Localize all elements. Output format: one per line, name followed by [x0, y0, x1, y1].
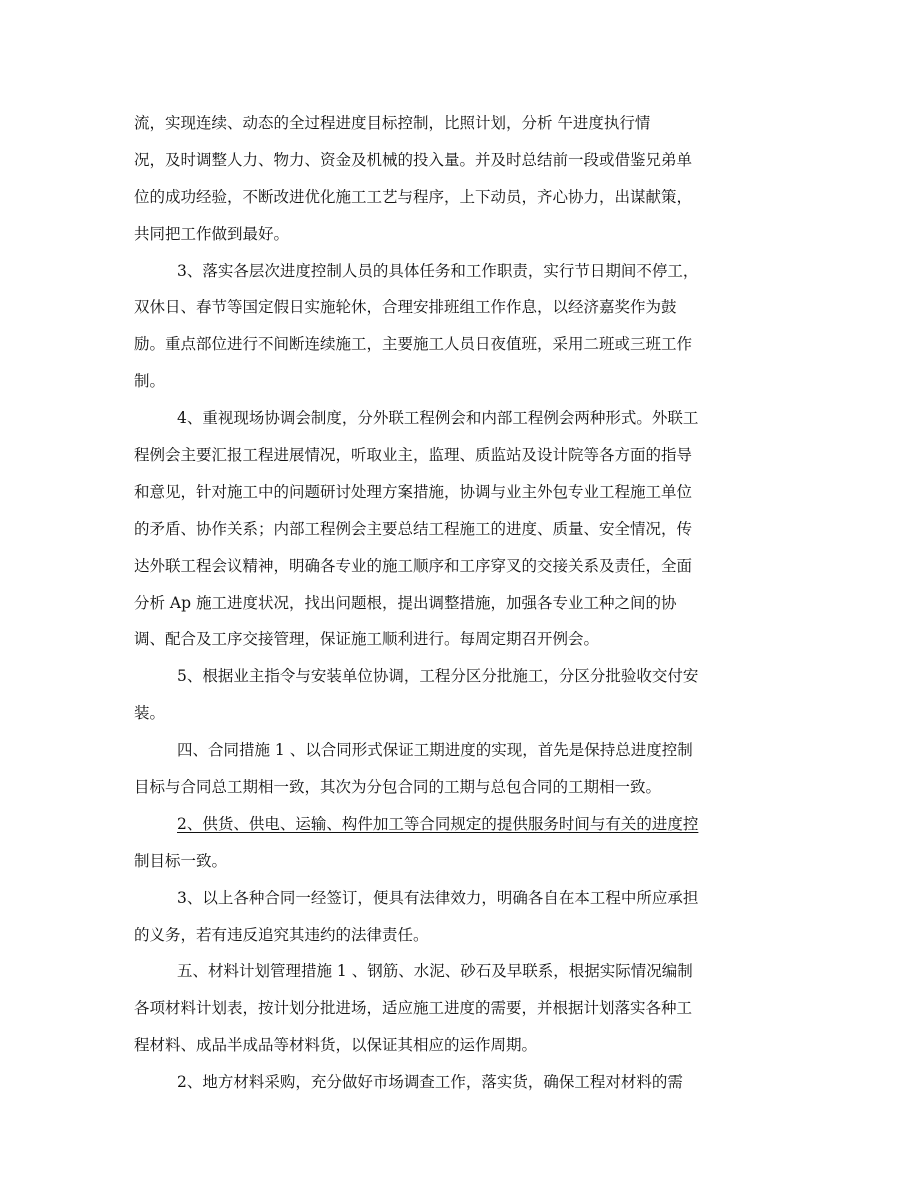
- text-line: 4、重视现场协调会制度，分外联工程例会和内部工程例会两种形式。外联工: [177, 409, 699, 428]
- body-text: [134, 111, 719, 1107]
- text-line: 2、地方材料采购，充分做好市场调查工作，落实货，确保工程对材料的需: [177, 1073, 683, 1092]
- text-line: 况，及时调整人力、物力、资金及机械的投入量。并及时总结前一段或借鉴兄弟单: [134, 150, 693, 169]
- text-line: 和意见，针对施工中的问题研讨处理方案措施，协调与业主外包专业工程施工单位: [134, 482, 693, 501]
- text-line: 各项材料计划表，按计划分批进场，适应施工进度的需要，并根据计划落实各种工: [134, 999, 693, 1018]
- text-line: 制。: [134, 372, 166, 391]
- text-line: 装。: [134, 704, 166, 723]
- text-line: 分析 Ap 施工进度状况，找出问题根，提出调整措施，加强各专业工种之间的协: [134, 593, 677, 612]
- text-line: 励。重点部位进行不间断连续施工，主要施工人员日夜值班，采用二班或三班工作: [134, 335, 693, 354]
- text-line: 调、配合及工序交接管理，保证施工顺利进行。每周定期召开例会。: [134, 630, 600, 649]
- text-line: 3、落实各层次进度控制人员的具体任务和工作职责，实行节日期间不停工，: [177, 261, 699, 280]
- text-line: 目标与合同总工期相一致，其次为分包合同的工期与总包合同的工期相一致。: [134, 778, 662, 797]
- text-line: 程材料、成品半成品等材料货，以保证其相应的运作周期。: [134, 1036, 538, 1055]
- underlined-text: 2、供货、供电、运输、构件加工等合同规定的提供服务时间与有关的进度控: [177, 814, 699, 833]
- text-line: 双休日、春节等国定假日实施轮休，合理安排班组工作作息，以经济嘉奖作为鼓: [134, 298, 677, 317]
- text-line: 达外联工程会议精神，明确各专业的施工顺序和工序穿叉的交接关系及责任，全面: [134, 556, 693, 575]
- text-line: 流，实现连续、动态的全过程进度目标控制，比照计划，分析 午进度执行情: [134, 114, 651, 132]
- text-line: 五、材料计划管理措施 1 、钢筋、水泥、砂石及早联系，根据实际情况编制: [177, 962, 693, 981]
- text-line: 3、以上各种合同一经签订，便具有法律效力，明确各自在本工程中所应承担: [177, 888, 699, 907]
- text-line: 共同把工作做到最好。: [134, 224, 290, 243]
- text-line: 程例会主要汇报工程进展情况，听取业主，监理、质监站及设计院等各方面的指导: [134, 446, 693, 465]
- text-line: 位的成功经验，不断改进优化施工工艺与程序，上下动员，齐心协力，出谋献策，: [134, 187, 693, 206]
- text-line: [134, 812, 719, 849]
- text-line: 5、根据业主指令与安装单位协调，工程分区分批施工，分区分批验收交付安: [177, 667, 699, 686]
- text-line: 制目标一致。: [134, 851, 228, 870]
- text-line: 的义务，若有违反追究其违约的法律责任。: [134, 925, 429, 944]
- text-line: 的矛盾、协作关系；内部工程例会主要总结工程施工的进度、质量、安全情况，传: [134, 519, 693, 538]
- text-line: 四、合同措施 1 、以合同形式保证工期进度的实现，首先是保持总进度控制: [177, 741, 693, 760]
